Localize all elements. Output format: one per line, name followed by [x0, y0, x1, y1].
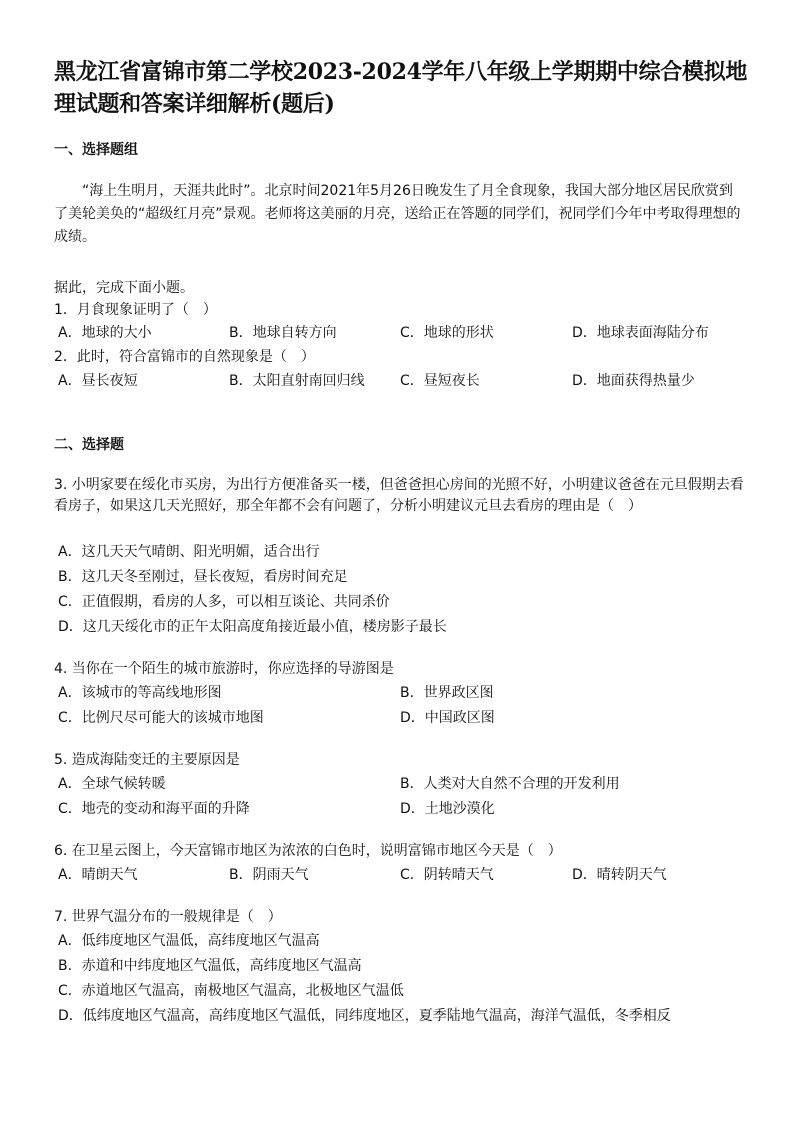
instruction-text: 据此，完成下面小题。 [54, 280, 194, 296]
question-7-option-c[interactable]: C．赤道地区气温高，南极地区气温高，北极地区气温低 [58, 983, 404, 999]
question-4-option-b[interactable]: B．世界政区图 [400, 685, 494, 701]
question-1-stem: 1．月食现象证明了（ ） [54, 302, 217, 318]
question-1-option-c[interactable]: C．地球的形状 [400, 325, 494, 341]
question-7-option-d[interactable]: D．低纬度地区气温高，高纬度地区气温低，同纬度地区，夏季陆地气温高，海洋气温低，冬季相反 [58, 1008, 671, 1024]
question-6-option-b[interactable]: B．阴雨天气 [229, 867, 309, 883]
question-6-option-a[interactable]: A．晴朗天气 [58, 867, 138, 883]
question-1-option-b[interactable]: B．地球自转方向 [229, 325, 337, 341]
section-heading-question-group: 一、选择题组 [54, 142, 138, 158]
question-3-stem: 3. 小明家要在绥化市买房，为出行方便准备买一楼，但爸爸担心房间的光照不好，小明建议爸爸在元旦假期去看看房子，如果这几天光照好，那全年都不会有问题了，分析小明建议元旦去看房的理由是（ ） [54, 477, 744, 514]
question-3-option-a[interactable]: A．这几天天气晴朗、阳光明媚，适合出行 [58, 544, 320, 560]
document-title: 黑龙江省富锦市第二学校2023-2024学年八年级上学期期中综合模拟地理试题和答案详细解析(题后) [54, 59, 748, 117]
question-4-stem: 4. 当你在一个陌生的城市旅游时，你应选择的导游图是 [54, 661, 394, 677]
question-2-stem: 2．此时，符合富锦市的自然现象是（ ） [54, 349, 315, 365]
question-7-stem: 7. 世界气温分布的一般规律是（ ） [54, 909, 282, 925]
question-6-stem: 6. 在卫星云图上，今天富锦市地区为浓浓的白色时，说明富锦市地区今天是（ ） [54, 843, 562, 859]
question-4-option-a[interactable]: A．该城市的等高线地形图 [58, 685, 222, 701]
question-5-stem: 5. 造成海陆变迁的主要原因是 [54, 752, 240, 768]
question-1-option-d[interactable]: D．地球表面海陆分布 [572, 325, 709, 341]
question-2-option-c[interactable]: C．昼短夜长 [400, 373, 480, 389]
question-5-option-d[interactable]: D．土地沙漠化 [400, 801, 495, 817]
question-4-option-d[interactable]: D．中国政区图 [400, 710, 495, 726]
question-6-option-c[interactable]: C．阴转晴天气 [400, 867, 494, 883]
question-3-option-b[interactable]: B．这几天冬至刚过，昼长夜短，看房时间充足 [58, 569, 348, 585]
question-6-option-d[interactable]: D．晴转阴天气 [572, 867, 667, 883]
question-2-option-b[interactable]: B．太阳直射南回归线 [229, 373, 365, 389]
question-3-option-c[interactable]: C．正值假期，看房的人多，可以相互谈论、共同杀价 [58, 594, 390, 610]
question-5-option-c[interactable]: C．地壳的变动和海平面的升降 [58, 801, 250, 817]
section-heading-choice: 二、选择题 [54, 437, 124, 453]
question-5-option-a[interactable]: A．全球气候转暖 [58, 776, 166, 792]
question-1-option-a[interactable]: A．地球的大小 [58, 325, 152, 341]
question-4-option-c[interactable]: C．比例尺尽可能大的该城市地图 [58, 710, 264, 726]
reading-passage: “海上生明月，天涯共此时”。北京时间2021年5月26日晚发生了月全食现象，我国大部分地区居民欣赏到了美轮美奂的“超级红月亮”景观。老师将这美丽的月亮，送给正在答题的同学们，祝同学们今年中考取得理想的成绩。 [54, 183, 741, 245]
question-7-option-a[interactable]: A．低纬度地区气温低，高纬度地区气温高 [58, 933, 320, 949]
question-2-option-d[interactable]: D．地面获得热量少 [572, 373, 695, 389]
question-2-option-a[interactable]: A．昼长夜短 [58, 373, 138, 389]
question-5-option-b[interactable]: B．人类对大自然不合理的开发利用 [400, 776, 620, 792]
question-3-option-d[interactable]: D．这几天绥化市的正午太阳高度角接近最小值，楼房影子最长 [58, 619, 447, 635]
question-7-option-b[interactable]: B．赤道和中纬度地区气温低，高纬度地区气温高 [58, 958, 362, 974]
